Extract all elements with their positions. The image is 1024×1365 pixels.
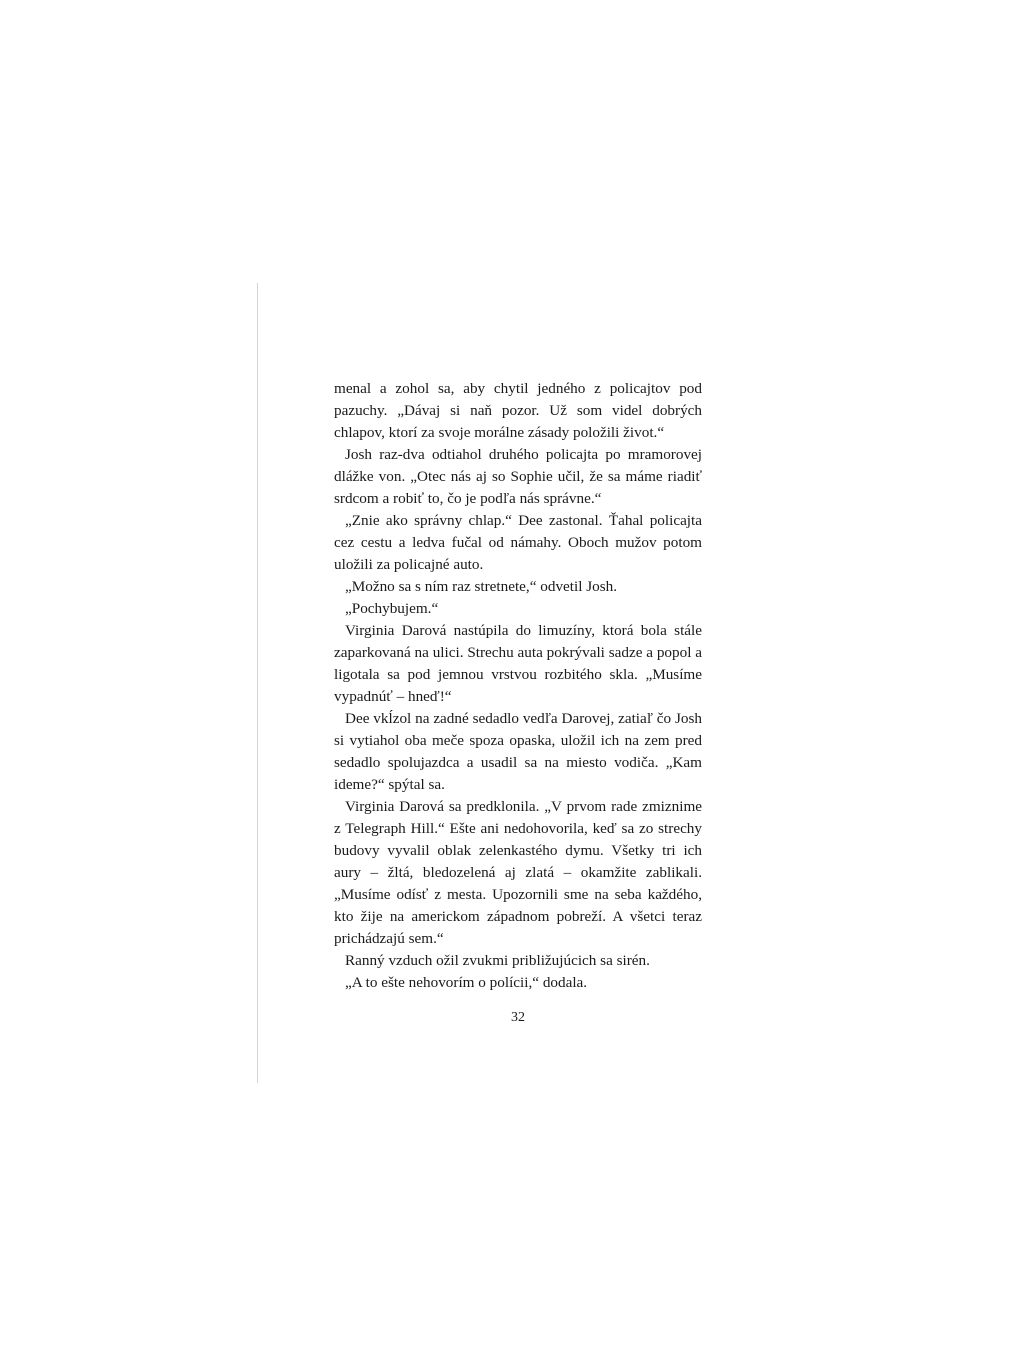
paragraph: Josh raz-dva odtiahol druhého policajta po mramorovej dlážke von. „Otec nás aj so Sophie učil, že sa máme riadiť srdcom a robiť to, čo je podľa nás správne.“ <box>334 446 702 507</box>
paragraph: „A to ešte nehovorím o polícii,“ dodala. <box>345 974 588 991</box>
paragraph: Virginia Darová sa predklonila. „V prvom rade zmiznime z Telegraph Hill.“ Ešte ani nedohovorila, keď sa zo strechy budovy vyvalil oblak zelenkastého dymu. Všetky tri ich aury – žltá, bledozelená aj zlatá – okamžite zablikali. „Musíme odísť z mesta. Upozornili sme na seba každého, kto žije na americkom západnom pobreží. A všetci teraz prichádzajú sem.“ <box>334 798 702 947</box>
page-number: 32 <box>511 1010 525 1025</box>
paragraph: Virginia Darová nastúpila do limuzíny, ktorá bola stále zaparkovaná na ulici. Strechu auta pokrývali sadze a popol a ligotala sa pod jemnou vrstvou rozbitého skla. „Musíme vypadnúť – hneď!“ <box>334 622 702 705</box>
page-gutter-line <box>257 283 258 1083</box>
paragraph: Ranný vzduch ožil zvukmi približujúcich sa sirén. <box>345 952 650 969</box>
paragraph: „Znie ako správny chlap.“ Dee zastonal. Ťahal policajta cez cestu a ledva fučal od námahy. Oboch mužov potom uložili za policajné auto. <box>334 512 702 573</box>
paragraph: menal a zohol sa, aby chytil jedného z policajtov pod pazuchy. „Dávaj si naň pozor. Už som videl dobrých chlapov, ktorí za svoje morálne zásady položili život.“ <box>334 380 702 441</box>
body-text <box>334 378 702 994</box>
paragraph: Dee vkĺzol na zadné sedadlo vedľa Darovej, zatiaľ čo Josh si vytiahol oba meče spoza opaska, uložil ich na zem pred sedadlo spolujazdca a usadil sa na miesto vodiča. „Kam ideme?“ spýtal sa. <box>334 710 702 793</box>
paragraph: „Možno sa s ním raz stretnete,“ odvetil Josh. <box>345 578 618 595</box>
paragraph: „Pochybujem.“ <box>345 600 439 617</box>
